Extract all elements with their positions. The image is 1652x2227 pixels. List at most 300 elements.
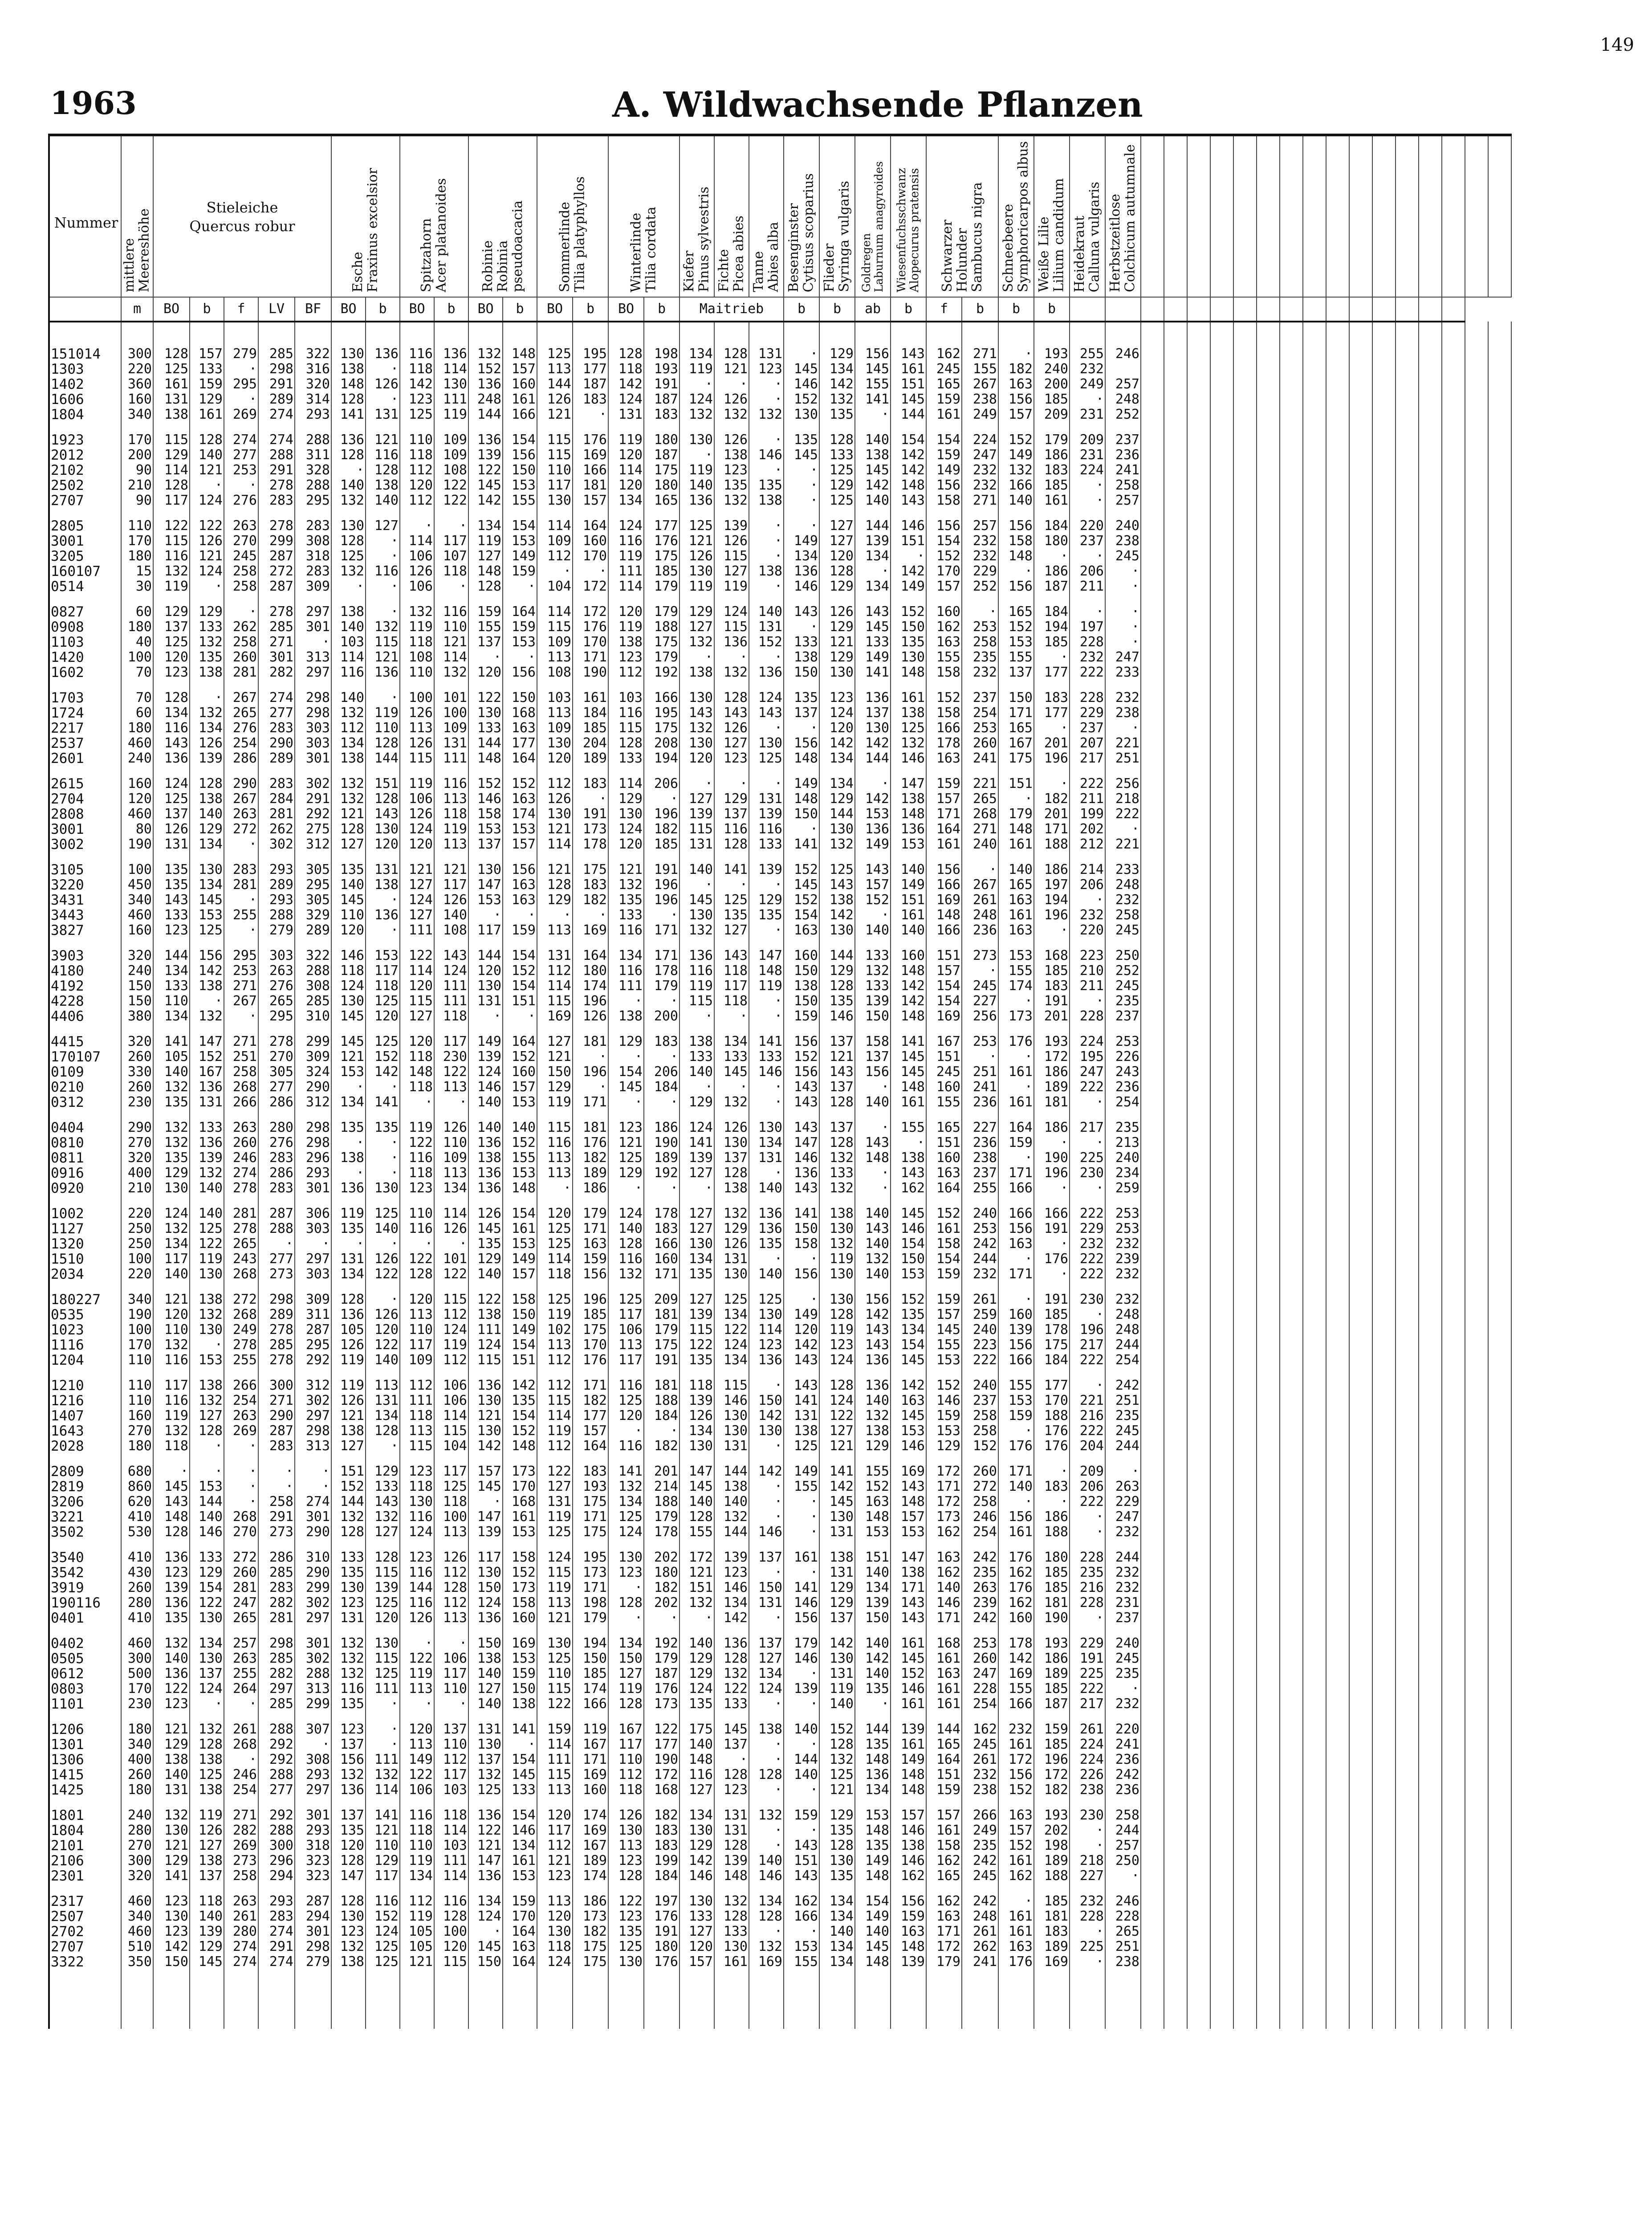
table-value: 146	[758, 1524, 782, 1540]
table-value: 176	[582, 1135, 607, 1150]
table-value: 162	[936, 1524, 960, 1540]
table-value: 120	[618, 477, 643, 493]
table-value: 134	[198, 877, 223, 893]
table-value: ·	[634, 1094, 643, 1110]
value-cell	[891, 1808, 926, 1894]
table-value: 162	[936, 1853, 960, 1868]
table-value: 155	[900, 1120, 925, 1135]
table-value: 160	[1008, 1610, 1033, 1626]
table-value: 138	[340, 750, 364, 766]
table-value: 140	[865, 1393, 889, 1408]
table-value: 238	[972, 1782, 997, 1798]
table-value: 244	[1115, 1550, 1139, 1565]
table-value: 177	[654, 518, 678, 534]
value-cell	[434, 1378, 468, 1464]
table-value: 152	[198, 1049, 223, 1065]
table-value: 126	[340, 1393, 364, 1408]
value-cell	[121, 1206, 153, 1292]
table-value: 137	[723, 1737, 748, 1752]
station-number: 2615	[51, 776, 84, 792]
table-value: 178	[1044, 1322, 1068, 1338]
table-value: 153	[511, 1868, 536, 1884]
station-number: 3542	[51, 1565, 84, 1581]
table-value: 123	[164, 1565, 188, 1580]
table-value: 150	[1008, 690, 1033, 706]
value-cell	[503, 1550, 537, 1636]
table-value: 120	[408, 1034, 433, 1049]
table-value: 260	[127, 1079, 152, 1095]
table-value: 278	[269, 1352, 293, 1368]
table-value: 131	[547, 948, 571, 963]
table-value: 230	[127, 1094, 152, 1110]
table-value: 132	[340, 1767, 364, 1782]
table-value: 166	[1008, 1206, 1033, 1221]
table-value: 125	[374, 1206, 399, 1221]
table-value: 260	[972, 1464, 997, 1479]
table-value: 239	[972, 1595, 997, 1611]
table-value: 141	[758, 1034, 782, 1049]
value-cell	[784, 1808, 819, 1894]
header-herbstzeitlose: Herbstzeitlose Colchicum autumnale	[1105, 135, 1141, 297]
table-value: 114	[408, 963, 433, 979]
table-value: 123	[618, 1909, 643, 1924]
table-value: 152	[374, 1909, 399, 1924]
table-value: 156	[511, 862, 536, 877]
table-value: 143	[865, 1135, 889, 1150]
station-number: 0908	[51, 619, 84, 635]
value-cell	[295, 1464, 331, 1550]
table-value: ·	[527, 649, 536, 665]
table-value: 119	[688, 579, 713, 594]
table-value: 121	[443, 862, 467, 877]
table-value: 141	[511, 1722, 536, 1737]
table-value: ·	[493, 1008, 501, 1024]
value-cell	[468, 1464, 503, 1550]
table-value: 143	[900, 493, 925, 508]
table-value: 146	[793, 579, 818, 594]
table-value: 134	[900, 1322, 925, 1338]
table-value: 143	[865, 1322, 889, 1338]
value-cell	[573, 347, 608, 432]
table-value: 136	[758, 1206, 782, 1221]
table-value: 127	[198, 1408, 223, 1423]
table-value: 117	[443, 533, 467, 549]
table-value: 126	[723, 432, 748, 448]
table-value: 680	[127, 1464, 152, 1479]
table-value: 116	[618, 1378, 643, 1393]
table-value: 156	[793, 1064, 818, 1080]
table-value: 139	[1008, 1322, 1033, 1338]
value-cell	[891, 518, 926, 604]
table-value: 132	[688, 720, 713, 736]
table-value: ·	[356, 1165, 364, 1181]
value-cell	[258, 604, 295, 690]
table-value: 285	[269, 1565, 293, 1580]
table-value: 199	[1079, 806, 1104, 822]
table-value: 314	[305, 392, 330, 407]
table-value: 117	[443, 1034, 467, 1049]
value-cell	[295, 1378, 331, 1464]
table-value: 175	[654, 462, 678, 478]
table-value: 121	[198, 462, 223, 478]
value-cell	[644, 1464, 680, 1550]
table-value: 115	[547, 1120, 571, 1135]
value-cell	[680, 776, 714, 862]
station-number: 0827	[51, 604, 84, 620]
table-value: 131	[829, 1565, 854, 1580]
table-value: 188	[654, 619, 678, 635]
value-cell	[680, 1550, 714, 1636]
value-cell	[468, 1292, 503, 1378]
value-cell	[784, 432, 819, 518]
table-value: 127	[618, 1666, 643, 1681]
value-cell	[1034, 347, 1070, 432]
table-value: 161	[936, 1823, 960, 1838]
table-value: 140	[865, 1236, 889, 1252]
table-value: 159	[900, 1909, 925, 1924]
value-cell	[784, 518, 819, 604]
value-cell	[714, 1894, 749, 1980]
table-value: 202	[1044, 1823, 1068, 1838]
table-value: ·	[390, 392, 399, 407]
table-value: 119	[547, 1307, 571, 1322]
table-value: 114	[408, 533, 433, 549]
table-value: 206	[654, 1064, 678, 1080]
table-value: 173	[582, 821, 607, 837]
table-value: ·	[774, 1823, 782, 1838]
table-value: 166	[1008, 477, 1033, 493]
value-cell	[1070, 1206, 1105, 1292]
table-value: 154	[511, 432, 536, 448]
value-cell	[331, 1292, 366, 1378]
table-value: 188	[1044, 1868, 1068, 1884]
table-value: 132	[865, 1408, 889, 1423]
table-value: 134	[758, 1894, 782, 1909]
table-value: 180	[127, 1722, 152, 1737]
value-cell	[434, 1894, 468, 1980]
table-value: 132	[865, 1251, 889, 1267]
value-cell	[153, 1120, 190, 1206]
table-value: 132	[477, 347, 501, 362]
value-cell	[366, 1808, 400, 1894]
table-value: ·	[704, 1008, 713, 1024]
table-value: 255	[232, 1666, 257, 1681]
table-value: 295	[232, 376, 257, 392]
table-value: 141	[829, 1464, 854, 1479]
table-value: 245	[1115, 978, 1139, 994]
value-cell	[1070, 1636, 1105, 1722]
table-value: 125	[547, 347, 571, 362]
value-cell	[891, 776, 926, 862]
table-value: 156	[1008, 518, 1033, 534]
table-value: 116	[618, 963, 643, 979]
table-value: 128	[340, 1894, 364, 1909]
table-value: ·	[1095, 548, 1104, 564]
table-value: 267	[232, 993, 257, 1009]
table-value: 224	[1079, 1737, 1104, 1752]
value-cell	[190, 1808, 224, 1894]
value-cell	[891, 604, 926, 690]
table-value: 277	[232, 447, 257, 463]
table-value: ·	[390, 1737, 399, 1752]
table-value: 154	[511, 518, 536, 534]
table-value: 274	[269, 432, 293, 448]
table-value: 142	[829, 1479, 854, 1494]
table-value: 142	[688, 1853, 713, 1868]
unit-label: b	[573, 297, 608, 322]
table-value: 231	[1079, 447, 1104, 463]
table-value: 115	[688, 993, 713, 1009]
value-cell	[608, 1206, 644, 1292]
table-value: 122	[477, 690, 501, 706]
table-value: 232	[1008, 1722, 1033, 1737]
table-value: 145	[511, 1767, 536, 1782]
table-value: 132	[340, 1651, 364, 1666]
table-value: 115	[723, 1378, 748, 1393]
table-value: 131	[443, 735, 467, 751]
table-value: 170	[582, 1337, 607, 1353]
table-value: 110	[408, 1838, 433, 1853]
table-value: 122	[477, 1823, 501, 1838]
table-value: 178	[936, 735, 960, 751]
table-value: 130	[477, 1737, 501, 1752]
table-value: 129	[829, 619, 854, 635]
value-cell	[224, 1894, 258, 1980]
table-value: 130	[900, 649, 925, 665]
table-value: ·	[774, 720, 782, 736]
table-value: 159	[582, 1251, 607, 1267]
table-value: 124	[477, 1595, 501, 1611]
table-value: 231	[1079, 407, 1104, 422]
table-value: 194	[1044, 892, 1068, 908]
table-value: ·	[1095, 392, 1104, 407]
table-value: 237	[972, 690, 997, 706]
table-value: 232	[972, 477, 997, 493]
table-value: 232	[1079, 649, 1104, 665]
table-value: 300	[127, 1853, 152, 1868]
station-number: 3502	[51, 1524, 84, 1540]
table-value: 154	[511, 978, 536, 994]
table-value: 145	[477, 1221, 501, 1236]
table-value: ·	[810, 1782, 818, 1798]
table-value: 136	[443, 347, 467, 362]
table-value: 134	[829, 1909, 854, 1924]
value-cell	[468, 1034, 503, 1120]
table-value: 126	[198, 735, 223, 751]
table-value: 303	[305, 1266, 330, 1282]
value-cell	[608, 1636, 644, 1722]
table-value: 129	[688, 1838, 713, 1853]
table-value: 121	[374, 649, 399, 665]
table-value: 126	[723, 392, 748, 407]
table-value: 133	[198, 361, 223, 377]
table-value: 285	[269, 347, 293, 362]
value-cell	[537, 862, 573, 948]
station-number: 4228	[51, 993, 84, 1009]
table-value: 118	[443, 806, 467, 822]
table-value: 236	[972, 922, 997, 938]
table-value: ·	[390, 1696, 399, 1712]
table-value: 148	[164, 1509, 188, 1525]
value-cell	[891, 690, 926, 776]
value-cell	[714, 518, 749, 604]
table-value: 173	[511, 1580, 536, 1595]
table-value: 122	[164, 1681, 188, 1697]
table-value: 121	[547, 1610, 571, 1626]
station-number: 2819	[51, 1479, 84, 1495]
value-cell	[714, 604, 749, 690]
table-value: 156	[582, 1266, 607, 1282]
table-value: 293	[305, 1165, 330, 1181]
table-value: 186	[1044, 1651, 1068, 1666]
value-cell	[468, 347, 503, 432]
table-value: 179	[654, 1509, 678, 1525]
table-value: 143	[723, 948, 748, 963]
table-value: 132	[477, 1767, 501, 1782]
table-value: ·	[390, 1722, 399, 1737]
station-number: 151014	[51, 347, 101, 362]
table-value: 121	[408, 1954, 433, 1970]
table-value: 410	[127, 1509, 152, 1525]
table-value: 166	[1008, 1352, 1033, 1368]
table-value: ·	[739, 1079, 748, 1095]
table-value: 129	[618, 1034, 643, 1049]
table-value: 150	[164, 1954, 188, 1970]
table-value: 253	[1115, 1206, 1139, 1221]
table-value: 305	[305, 892, 330, 908]
value-cell	[998, 1378, 1034, 1464]
table-value: 200	[127, 447, 152, 463]
table-value: 135	[829, 1868, 854, 1884]
table-value: 160	[936, 1079, 960, 1095]
station-number: 160107	[51, 563, 101, 579]
value-cell	[998, 1464, 1034, 1550]
table-value: ·	[774, 462, 782, 478]
table-value: 310	[305, 1550, 330, 1565]
table-value: 119	[374, 705, 399, 721]
table-value: 196	[654, 892, 678, 908]
table-value: 138	[793, 1423, 818, 1439]
table-value: 201	[654, 1464, 678, 1479]
table-value: 303	[305, 720, 330, 736]
table-value: 125	[688, 518, 713, 534]
table-value: 138	[688, 1034, 713, 1049]
value-cell	[503, 1034, 537, 1120]
table-value: 118	[443, 1494, 467, 1509]
table-value: 313	[305, 1681, 330, 1697]
table-value: 253	[972, 720, 997, 736]
table-value: 110	[127, 1393, 152, 1408]
table-value: 105	[408, 1924, 433, 1939]
table-value: 136	[758, 1352, 782, 1368]
value-cell	[121, 1464, 153, 1550]
table-value: 124	[829, 1393, 854, 1408]
table-value: 157	[900, 1509, 925, 1525]
value-cell	[573, 948, 608, 1034]
value-cell	[962, 1378, 998, 1464]
station-number: 1415	[51, 1767, 84, 1783]
table-value: 285	[269, 1651, 293, 1666]
table-value: 149	[865, 1909, 889, 1924]
table-value: 307	[305, 1722, 330, 1737]
table-value: 136	[865, 1352, 889, 1368]
value-cell	[644, 948, 680, 1034]
table-value: 116	[758, 821, 782, 837]
table-value: 140	[164, 1064, 188, 1080]
table-value: 124	[198, 1681, 223, 1697]
table-value: 130	[198, 1610, 223, 1626]
table-value: 271	[972, 821, 997, 837]
value-cell	[998, 1120, 1034, 1206]
table-value: 254	[972, 1696, 997, 1712]
table-value: 163	[865, 1494, 889, 1509]
table-value: 118	[408, 1165, 433, 1181]
table-value: 184	[654, 1079, 678, 1095]
table-value: ·	[704, 1079, 713, 1095]
table-value: 178	[654, 1206, 678, 1221]
table-value: 140	[618, 1221, 643, 1236]
table-value: 185	[1044, 1307, 1068, 1322]
table-value: 264	[232, 1681, 257, 1697]
table-value: 190	[654, 1752, 678, 1767]
table-value: 241	[972, 1079, 997, 1095]
table-value: 260	[232, 649, 257, 665]
table-value: 136	[723, 634, 748, 650]
table-value: 152	[936, 1206, 960, 1221]
station-number: 1101	[51, 1696, 84, 1712]
table-value: 151	[936, 1767, 960, 1782]
table-value: 154	[900, 1337, 925, 1353]
table-value: 130	[618, 1954, 643, 1970]
table-value: 113	[443, 1610, 467, 1626]
header-sommerlinde: Sommerlinde Tilia platyphyllos	[537, 135, 608, 297]
table-value: 142	[829, 735, 854, 751]
table-value: 183	[654, 1823, 678, 1838]
value-cell	[366, 948, 400, 1034]
table-value: 138	[829, 1550, 854, 1565]
table-value: 270	[232, 533, 257, 549]
table-value: 132	[688, 1595, 713, 1611]
table-value: 129	[688, 1651, 713, 1666]
table-value: 128	[723, 1909, 748, 1924]
value-cell	[190, 1464, 224, 1550]
table-value: 121	[340, 1049, 364, 1065]
table-value: 135	[340, 862, 364, 877]
table-value: 196	[1079, 1322, 1104, 1338]
table-value: ·	[704, 1180, 713, 1196]
value-cell	[1034, 1808, 1070, 1894]
table-value: 136	[198, 1079, 223, 1095]
value-cell	[366, 1550, 400, 1636]
table-value: 132	[618, 1479, 643, 1494]
value-cell	[295, 948, 331, 1034]
table-value: 235	[972, 1838, 997, 1853]
table-value: 165	[936, 376, 960, 392]
table-value: 243	[1115, 1064, 1139, 1080]
table-value: 124	[829, 705, 854, 721]
table-value: 176	[1008, 1034, 1033, 1049]
value-cell	[537, 1120, 573, 1206]
table-value: 222	[1079, 665, 1104, 680]
station-number: 1103	[51, 634, 84, 650]
table-value: 156	[865, 1064, 889, 1080]
table-value: 170	[936, 563, 960, 579]
value-cell	[1070, 1894, 1105, 1980]
table-value: 123	[758, 1337, 782, 1353]
table-value: 138	[164, 407, 188, 422]
table-value: 253	[1115, 1221, 1139, 1236]
table-value: 114	[443, 1408, 467, 1423]
